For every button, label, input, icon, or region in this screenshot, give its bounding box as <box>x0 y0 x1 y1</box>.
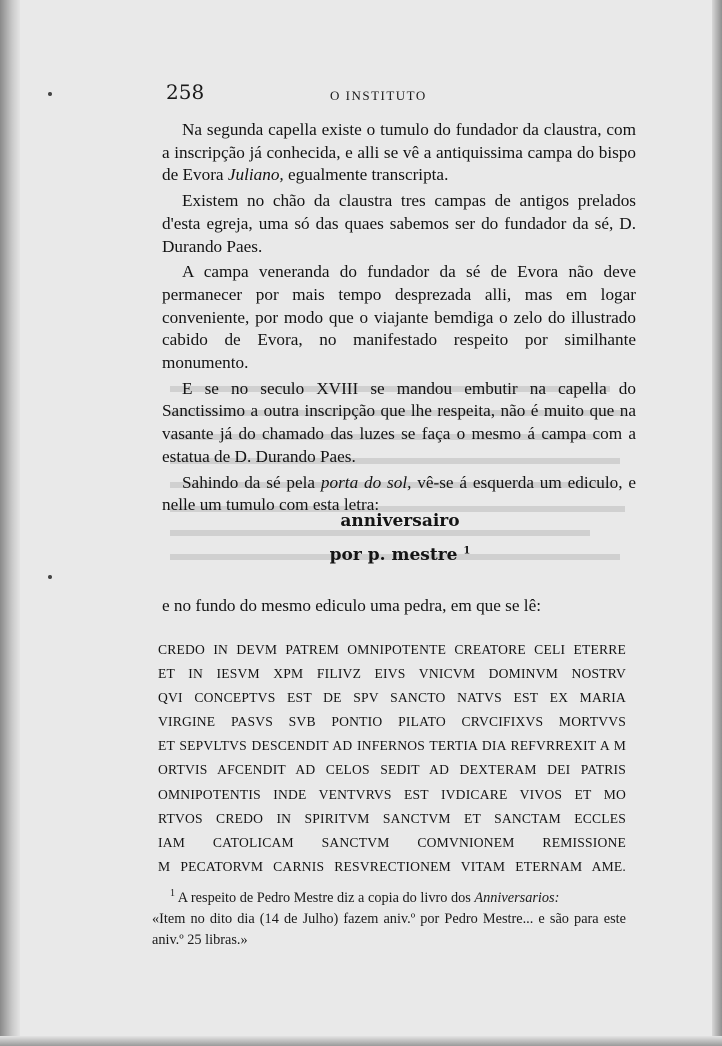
paragraph: Sahindo da sé pela porta do sol, vê-se á esquerda um ediculo, e nelle um tumulo com esta letra: <box>162 472 636 515</box>
gothic-inscription-line-1: anniversairo <box>340 511 460 531</box>
creed-inscription <box>158 638 626 879</box>
speck <box>48 92 52 96</box>
page-number: 258 <box>166 80 205 104</box>
running-header: O INSTITUTO <box>330 88 427 103</box>
gothic-inscription-line-2: por p. mestre $^1$ <box>329 545 471 565</box>
creed-line: QVI CONCEPTVS EST DE SPV SANCTO NATVS EST EX MARIA <box>158 690 626 706</box>
paragraph: Na segunda capella existe o tumulo do fundador da claustra, com a inscripção já conhecida, e alli se vê a antiquissima campa do bispo de Evora Juliano, egualmente transcripta. <box>162 120 636 185</box>
creed-line: M PECATORVM CARNIS RESVRECTIONEM VITAM ETERNAM AME. <box>158 858 626 874</box>
footnote-line-2: «Item no dito dia (14 de Julho) fazem aniv.º por Pedro Mestre... e são para este aniv.º 25 libras.» <box>152 910 626 948</box>
paragraph: E se no seculo XVIII se mandou embutir na capella do Sanctissimo a outra inscripção que lhe respeita, não é muito que na vasante já do chamado das luzes se faça o mesmo á campa com a estatua de D. Durando Paes. <box>162 378 636 466</box>
creed-line: OMNIPOTENTIS INDE VENTVRVS EST IVDICARE VIVOS ET MO <box>158 786 626 802</box>
binding-shadow <box>0 0 20 1046</box>
bottom-edge-shadow <box>0 1036 722 1046</box>
footnote-line-1: $^1$ A respeito de Pedro Mestre diz a copia do livro dos Anniversarios: <box>170 888 560 906</box>
creed-line: ORTVIS AFCENDIT AD CELOS SEDIT AD DEXTERAM DEI PATRIS <box>158 762 626 778</box>
right-edge-shadow <box>712 0 722 1046</box>
body-text <box>162 119 636 517</box>
creed-line: RTVOS CREDO IN SPIRITVM SANCTVM ET SANCTAM ECCLES <box>158 810 626 826</box>
creed-line: ET IN IESVM XPM FILIVZ EIVS VNICVM DOMINVM NOSTRV <box>158 666 626 682</box>
paragraph: A campa veneranda do fundador da sé de Evora não deve permanecer por mais tempo desprezada alli, mas em logar conveniente, por modo que o viajante bemdiga o zelo do illustrado cabido de Evora, no manifestado respeito por similhante monumento. <box>162 262 636 373</box>
creed-line: VIRGINE PASVS SVB PONTIO PILATO CRVCIFIXVS MORTVVS <box>158 714 626 730</box>
creed-line: ET SEPVLTVS DESCENDIT AD INFERNOS TERTIA DIA REFVRREXIT A M <box>158 738 626 754</box>
footnote-reference: 1 <box>463 545 471 557</box>
creed-line: IAM CATOLICAM SANCTVM COMVNIONEM REMISSIONE <box>158 834 626 850</box>
speck <box>48 575 52 579</box>
paragraph: Existem no chão da claustra tres campas de antigos prelados d'esta egreja, uma só das quaes sabemos ser do fundador da sé, D. Durando Paes. <box>162 191 636 256</box>
footnote <box>152 883 626 951</box>
intro-to-creed: e no fundo do mesmo ediculo uma pedra, em que se lê: <box>162 596 541 615</box>
creed-line: CREDO IN DEVM PATREM OMNIPOTENTE CREATORE CELI ETERRE <box>158 642 626 657</box>
